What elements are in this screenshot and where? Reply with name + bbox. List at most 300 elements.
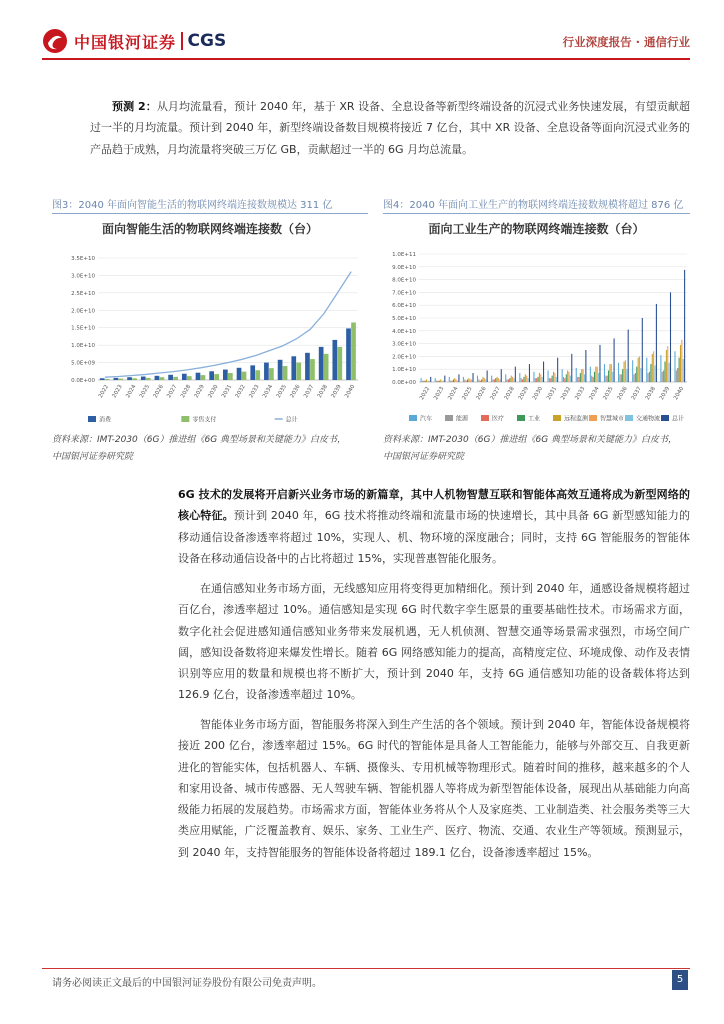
bar-远程监测 (468, 378, 469, 382)
bar-总计 (642, 318, 643, 382)
bar-零售支付 (132, 378, 137, 380)
x-tick-label: 2023 (111, 383, 124, 400)
bar-医疗 (452, 381, 453, 382)
bar-能源 (450, 381, 451, 382)
bar-总计 (444, 376, 445, 382)
figure-4-chart (383, 214, 690, 430)
bar-医疗 (663, 370, 664, 382)
bar-远程监测 (426, 379, 427, 382)
bar-远程监测 (652, 354, 653, 382)
bar-智慧城市 (568, 372, 569, 382)
bar-智慧城市 (540, 374, 541, 382)
y-tick-label: 2.5E+10 (71, 290, 95, 297)
legend-label: 交通物流 (636, 415, 661, 423)
paragraph-1 (178, 484, 690, 569)
chart-4-title: 面向工业生产的物联网终端连接数（台） (428, 222, 645, 236)
bar-智慧城市 (456, 379, 457, 382)
x-tick-label: 2030 (207, 383, 220, 400)
figure-3-caption: 图3：2040 年面向智能生活的物联网终端连接数规模达 311 亿 (52, 200, 333, 211)
bar-工业 (523, 377, 524, 382)
prediction-text: 从月均流量看，预计 2040 年，基于 XR 设备、全息设备等新型终端设备的沉浸式业务快速发展，有望贡献超过一半的月均流量。预计到 2040 年，新型终端设备数目规模将接近 7 亿台，其中 XR 设备、全息设备等面向沉浸式业务的产品趋于成熟，月均流量将突破三万亿 GB，贡献超过一半的 6G 月均总流量。 (90, 100, 690, 156)
x-tick-label: 2022 (97, 383, 111, 400)
x-tick-label: 2022 (419, 385, 432, 402)
bar-汽车 (449, 377, 450, 382)
bar-远程监测 (666, 350, 667, 382)
bar-消费 (114, 378, 119, 380)
bar-总计 (487, 370, 488, 382)
bar-工业 (608, 370, 609, 382)
bar-汽车 (590, 367, 591, 382)
bar-远程监测 (581, 369, 582, 382)
bar-能源 (577, 377, 578, 382)
x-tick-label: 2036 (616, 385, 629, 402)
x-tick-label: 2040 (672, 385, 686, 402)
bar-能源 (436, 381, 437, 382)
bar-消费 (332, 340, 337, 380)
bar-远程监测 (539, 373, 540, 382)
bar-汽车 (632, 360, 633, 382)
bar-汽车 (505, 374, 506, 382)
bar-汽车 (435, 378, 436, 382)
bar-交通物流 (598, 373, 599, 382)
legend-swatch (481, 415, 489, 421)
bar-消费 (346, 328, 351, 380)
legend-label: 汽车 (420, 415, 433, 423)
legend-label: 能源 (456, 415, 469, 423)
x-tick-label: 2027 (166, 383, 179, 400)
bar-医疗 (437, 381, 438, 382)
bar-能源 (521, 378, 522, 382)
bar-智慧城市 (554, 373, 555, 382)
x-tick-label: 2024 (125, 383, 138, 400)
bar-智慧城市 (625, 360, 626, 382)
bar-能源 (535, 378, 536, 382)
bar-零售支付 (351, 322, 356, 380)
bar-智慧城市 (498, 378, 499, 382)
bar-智慧城市 (583, 369, 584, 382)
y-tick-label: 1.5E+10 (71, 325, 95, 332)
x-tick-label: 2034 (588, 385, 601, 402)
y-tick-label: 4.0E+10 (392, 328, 416, 335)
x-tick-label: 2028 (503, 385, 516, 402)
bar-远程监测 (595, 367, 596, 382)
bar-汽车 (491, 376, 492, 382)
bar-智慧城市 (611, 364, 612, 382)
bar-零售支付 (269, 368, 274, 380)
paragraph-3: 智能体业务市场方面，智能服务将深入到生产生活的各个领域。预计到 2040 年，智能体设备规模将接近 200 亿台，渗透率超过 15%。6G 时代的智能体是具备人工智能能力，能够与外部交互、自我更新进化的智能实体，包括机器人、车辆、摄像头、专用机械等物理形式。随着时间的推移，越来越多的个人和家用设备、城市传感器、无人驾驶车辆、智能机器人等将成为新型智能体设备，展现出从基础能力向高级能力拓展的发展趋势。市场需求方面，智能体业务将从个人及家庭类、工业制造类、社会服务类等三大类应用赋能，广泛覆盖教育、娱乐、家务、工业生产、医疗、物流、交通、农业生产等领域。预测显示，到 2040 年，支持智能服务的智能体设备将超过 189.1 亿台，设备渗透率超过 15%。 (178, 718, 690, 859)
bar-交通物流 (626, 369, 627, 382)
figure-4-source-line2: 中国银河证券研究院 (383, 452, 465, 462)
bar-零售支付 (119, 379, 124, 380)
bar-工业 (622, 369, 623, 382)
bar-工业 (679, 358, 680, 382)
bar-消费 (319, 347, 324, 380)
bar-总计 (684, 270, 685, 382)
bar-工业 (566, 374, 567, 382)
bar-总计 (557, 358, 558, 382)
bar-零售支付 (324, 354, 329, 380)
legend-swatch (661, 415, 669, 421)
bar-能源 (478, 379, 479, 382)
bar-汽车 (477, 376, 478, 382)
legend-swatch (88, 416, 96, 422)
y-tick-label: 0.0E+00 (71, 378, 95, 384)
bar-消费 (127, 377, 132, 380)
bar-医疗 (466, 381, 467, 382)
bar-远程监测 (624, 362, 625, 382)
y-tick-label: 0.0E+00 (392, 380, 416, 386)
y-tick-label: 7.0E+10 (392, 290, 416, 297)
x-tick-label: 2030 (531, 385, 545, 402)
bar-总计 (501, 369, 502, 382)
x-tick-label: 2039 (330, 383, 343, 400)
bar-医疗 (593, 377, 594, 382)
chart-3-plot (52, 214, 368, 430)
bar-汽车 (660, 355, 661, 382)
bar-能源 (619, 374, 620, 382)
x-tick-label: 2040 (344, 383, 357, 400)
page-number: 5 (672, 970, 688, 990)
bar-零售支付 (173, 377, 178, 380)
y-tick-label: 3.0E+10 (71, 273, 95, 280)
bar-总计 (529, 364, 530, 382)
legend-swatch (517, 415, 525, 421)
y-tick-label: 1.0E+10 (71, 343, 95, 350)
bar-能源 (507, 379, 508, 382)
x-tick-label: 2037 (630, 385, 643, 402)
figure-3-source-line1: 资料来源：IMT-2030（6G）推进组《6G 典型场景和关键能力》白皮书， (52, 435, 347, 445)
bar-交通物流 (457, 381, 458, 382)
x-tick-label: 2035 (602, 385, 615, 402)
bar-总计 (472, 373, 473, 382)
bar-消费 (305, 353, 310, 380)
bar-总计 (515, 367, 516, 382)
bar-汽车 (674, 351, 675, 382)
bar-零售支付 (283, 366, 288, 380)
paragraph-2: 在通信感知业务市场方面，无线感知应用将变得更加精细化。预计到 2040 年，通感设备规模将超过百亿台，渗透率超过 10%。通信感知是实现 6G 时代数字孪生愿景的重要基础性技术。市场需求方面，数字化社会促进感知通信感知业务带来发展机遇，无人机侦测、智慧交通等场景需求强烈，市场空间广阔，感知设备数将迎来爆发性增长。随着 6G 网络感知能力的提高，高精度定位、环境成像、动作及表情识别等应用的数量和规模也将不断扩大，预计到 2040 年，支持 6G 通信感知功能的设备载体将达到 126.9 亿台，设备渗透率超过 10%。 (178, 582, 690, 702)
bar-能源 (549, 378, 550, 382)
bar-零售支付 (228, 373, 233, 380)
bar-工业 (467, 379, 468, 382)
bar-工业 (664, 362, 665, 382)
bar-医疗 (578, 377, 579, 382)
figure-4-source (383, 432, 690, 466)
bar-工业 (552, 376, 553, 382)
bar-消费 (182, 374, 187, 380)
bar-交通物流 (485, 379, 486, 382)
bar-远程监测 (680, 345, 681, 382)
bar-汽车 (533, 372, 534, 382)
bar-汽车 (547, 370, 548, 382)
bar-能源 (591, 376, 592, 382)
bar-零售支付 (337, 347, 342, 380)
y-tick-label: 5.0E+10 (392, 316, 416, 322)
bar-交通物流 (640, 368, 641, 382)
bar-交通物流 (443, 381, 444, 382)
bar-工业 (495, 378, 496, 382)
page-header (0, 0, 724, 58)
bar-汽车 (618, 363, 619, 382)
bar-消费 (237, 368, 242, 380)
legend-label: 智慧城市 (600, 415, 625, 423)
bar-交通物流 (683, 359, 684, 382)
bar-总计 (430, 377, 431, 382)
prediction-lead: 预测 2： (112, 100, 157, 113)
bar-消费 (155, 376, 160, 380)
x-tick-label: 2033 (248, 383, 261, 400)
bar-消费 (291, 356, 296, 380)
bar-工业 (594, 372, 595, 382)
x-tick-label: 2025 (461, 385, 474, 402)
bar-远程监测 (511, 376, 512, 382)
bar-智慧城市 (442, 381, 443, 382)
footer-divider (42, 968, 690, 969)
x-tick-label: 2031 (546, 385, 559, 402)
bar-远程监测 (638, 358, 639, 382)
bar-远程监测 (497, 377, 498, 382)
bar-工业 (538, 377, 539, 382)
bar-消费 (100, 378, 105, 380)
bar-智慧城市 (526, 376, 527, 382)
x-tick-label: 2033 (574, 385, 587, 402)
bar-零售支付 (296, 363, 301, 380)
bar-智慧城市 (681, 340, 682, 382)
bar-零售支付 (187, 376, 192, 380)
x-tick-label: 2038 (644, 385, 657, 402)
y-tick-label: 2.0E+10 (392, 354, 416, 361)
x-tick-label: 2034 (262, 383, 275, 400)
bar-交通物流 (528, 378, 529, 382)
bar-交通物流 (556, 377, 557, 382)
y-tick-label: 3.5E+10 (71, 256, 95, 262)
bar-医疗 (522, 379, 523, 382)
x-tick-label: 2023 (433, 385, 446, 402)
figure-4-caption: 图4：2040 年面向工业生产的物联网终端连接数规模将超过 876 亿 (383, 200, 684, 211)
bar-智慧城市 (597, 367, 598, 382)
bar-总计 (585, 350, 586, 382)
bar-消费 (168, 375, 173, 380)
legend-swatch (181, 416, 189, 422)
bar-工业 (481, 379, 482, 382)
bar-能源 (648, 373, 649, 382)
cgs-logo-icon (42, 28, 68, 54)
bar-能源 (464, 379, 465, 382)
footer-disclaimer: 请务必阅读正文最后的中国银河证券股份有限公司免责声明。 (52, 978, 322, 989)
y-tick-label: 6.0E+10 (392, 303, 416, 310)
legend-swatch (445, 415, 453, 421)
x-tick-label: 2039 (658, 385, 672, 402)
bar-零售支付 (242, 372, 247, 380)
bar-交通物流 (499, 379, 500, 382)
bar-医疗 (677, 368, 678, 382)
legend-label: 总计 (672, 415, 685, 423)
bar-智慧城市 (484, 378, 485, 382)
bar-医疗 (550, 378, 551, 382)
bar-总计 (571, 354, 572, 382)
bar-总计 (628, 330, 629, 382)
bar-汽车 (576, 368, 577, 382)
bar-消费 (196, 373, 201, 380)
bar-交通物流 (612, 372, 613, 382)
bar-能源 (662, 372, 663, 382)
bar-远程监测 (440, 379, 441, 382)
bar-远程监测 (454, 378, 455, 382)
y-tick-label: 8.0E+10 (392, 277, 416, 284)
bar-零售支付 (310, 359, 315, 380)
bar-消费 (223, 370, 228, 380)
bar-交通物流 (429, 381, 430, 382)
paragraph-1-lead: 6G 技术的发展将开启新兴业务市场的新篇章，其中人机物智慧互联和智能体高效互通将成为新型网络的核心特征。 (178, 488, 690, 523)
bar-零售支付 (214, 374, 219, 380)
bar-工业 (580, 373, 581, 382)
bar-交通物流 (471, 379, 472, 382)
bar-医疗 (564, 378, 565, 382)
bar-医疗 (649, 372, 650, 382)
bar-消费 (278, 360, 283, 380)
bar-远程监测 (482, 377, 483, 382)
bar-医疗 (621, 374, 622, 382)
x-tick-label: 2025 (138, 383, 152, 400)
bar-医疗 (635, 373, 636, 382)
brand-logo (42, 28, 226, 54)
figure-3-chart (52, 214, 368, 430)
legend-label: 零售支付 (192, 416, 217, 424)
bar-零售支付 (160, 377, 165, 380)
report-section: 行业深度报告 · 通信行业 (562, 35, 690, 49)
y-tick-label: 1.0E+10 (392, 367, 416, 374)
brand-divider (181, 32, 183, 50)
legend-label: 消费 (99, 416, 112, 424)
bar-医疗 (480, 381, 481, 382)
bar-智慧城市 (427, 381, 428, 382)
brand-name-cn: 中国银河证券 (74, 32, 177, 52)
x-tick-label: 2038 (316, 383, 330, 400)
bar-消费 (141, 377, 146, 380)
bar-医疗 (508, 379, 509, 382)
bar-交通物流 (542, 377, 543, 382)
legend-swatch (589, 415, 597, 421)
bar-智慧城市 (667, 346, 668, 382)
brand-name-en: CGS (187, 31, 227, 51)
bar-远程监测 (553, 372, 554, 382)
bar-能源 (634, 374, 635, 382)
chart-4-plot (383, 214, 690, 430)
legend-swatch (625, 415, 633, 421)
bar-远程监测 (525, 374, 526, 382)
bar-消费 (250, 365, 255, 380)
legend-swatch (409, 415, 417, 421)
bar-零售支付 (105, 379, 110, 380)
x-tick-label: 2029 (193, 383, 206, 400)
bar-能源 (605, 376, 606, 382)
x-tick-label: 2036 (289, 383, 302, 400)
x-tick-label: 2032 (560, 385, 573, 402)
legend-label: 医疗 (492, 415, 505, 423)
bar-消费 (209, 371, 214, 380)
bar-工业 (425, 381, 426, 382)
header-divider (42, 58, 690, 60)
x-tick-label: 2031 (221, 383, 234, 400)
bar-智慧城市 (470, 379, 471, 382)
bar-工业 (509, 378, 510, 382)
bar-医疗 (494, 379, 495, 382)
y-tick-label: 9.0E+10 (392, 264, 416, 271)
x-tick-label: 2027 (489, 385, 502, 402)
figure-3-source (52, 432, 368, 466)
bar-医疗 (423, 381, 424, 382)
y-tick-label: 3.0E+10 (392, 341, 416, 348)
legend-label: 远程监测 (564, 415, 589, 423)
x-tick-label: 2029 (517, 385, 531, 402)
bar-远程监测 (567, 370, 568, 382)
bar-能源 (492, 379, 493, 382)
x-tick-label: 2026 (475, 385, 488, 402)
bar-汽车 (421, 378, 422, 382)
bar-能源 (563, 377, 564, 382)
bar-汽车 (646, 358, 647, 382)
bar-总计 (599, 345, 600, 382)
x-tick-label: 2028 (179, 383, 193, 400)
legend-label: 总计 (285, 416, 298, 424)
bar-零售支付 (146, 378, 151, 380)
bar-总计 (614, 338, 615, 382)
bar-交通物流 (669, 363, 670, 382)
bar-医疗 (607, 376, 608, 382)
y-tick-label: 1.0E+11 (392, 252, 416, 258)
bar-智慧城市 (512, 377, 513, 382)
bar-汽车 (519, 373, 520, 382)
bar-远程监测 (609, 364, 610, 382)
legend-label: 工业 (528, 415, 541, 423)
bar-汽车 (562, 369, 563, 382)
x-tick-label: 2032 (234, 383, 247, 400)
y-tick-label: 2.0E+10 (71, 308, 95, 315)
bar-医疗 (536, 378, 537, 382)
chart-3-title: 面向智能生活的物联网终端连接数（台） (101, 222, 318, 236)
paragraph-1-text: 预计到 2040 年，6G 技术将推动终端和流量市场的快速增长，其中具备 6G 新型感知能力的移动通信设备渗透率将超过 10%，实现人、机、物环境的深度融合；同时，支持 6G 智能服务的智能体设备在移动通信设备中的占比将超过 15%，实现普惠智能化服务。 (178, 509, 691, 565)
bar-能源 (422, 381, 423, 382)
bar-工业 (439, 381, 440, 382)
bar-交通物流 (584, 374, 585, 382)
bar-消费 (264, 363, 269, 380)
x-tick-label: 2035 (275, 383, 288, 400)
bar-智慧城市 (653, 351, 654, 382)
bar-零售支付 (255, 370, 260, 380)
bar-智慧城市 (639, 356, 640, 382)
bar-工业 (636, 367, 637, 382)
x-tick-label: 2024 (447, 385, 460, 402)
bar-总计 (656, 304, 657, 382)
bar-交通物流 (513, 378, 514, 382)
bar-工业 (650, 364, 651, 382)
bar-总计 (543, 362, 544, 382)
x-tick-label: 2037 (303, 383, 316, 400)
figure-4-source-line1: 资料来源：IMT-2030（6G）推进组《6G 典型场景和关键能力》白皮书， (383, 435, 678, 445)
bar-总计 (670, 292, 671, 382)
bar-汽车 (604, 364, 605, 382)
bar-交通物流 (654, 365, 655, 382)
legend-swatch (553, 415, 561, 421)
y-tick-label: 5.0E+09 (71, 360, 95, 367)
bar-能源 (676, 370, 677, 382)
figure-3-source-line2: 中国银河证券研究院 (52, 452, 134, 462)
x-tick-label: 2026 (152, 383, 165, 400)
bar-总计 (458, 374, 459, 382)
bar-交通物流 (570, 376, 571, 382)
bar-工业 (453, 379, 454, 382)
bar-汽车 (463, 377, 464, 382)
prediction-paragraph (90, 96, 690, 160)
